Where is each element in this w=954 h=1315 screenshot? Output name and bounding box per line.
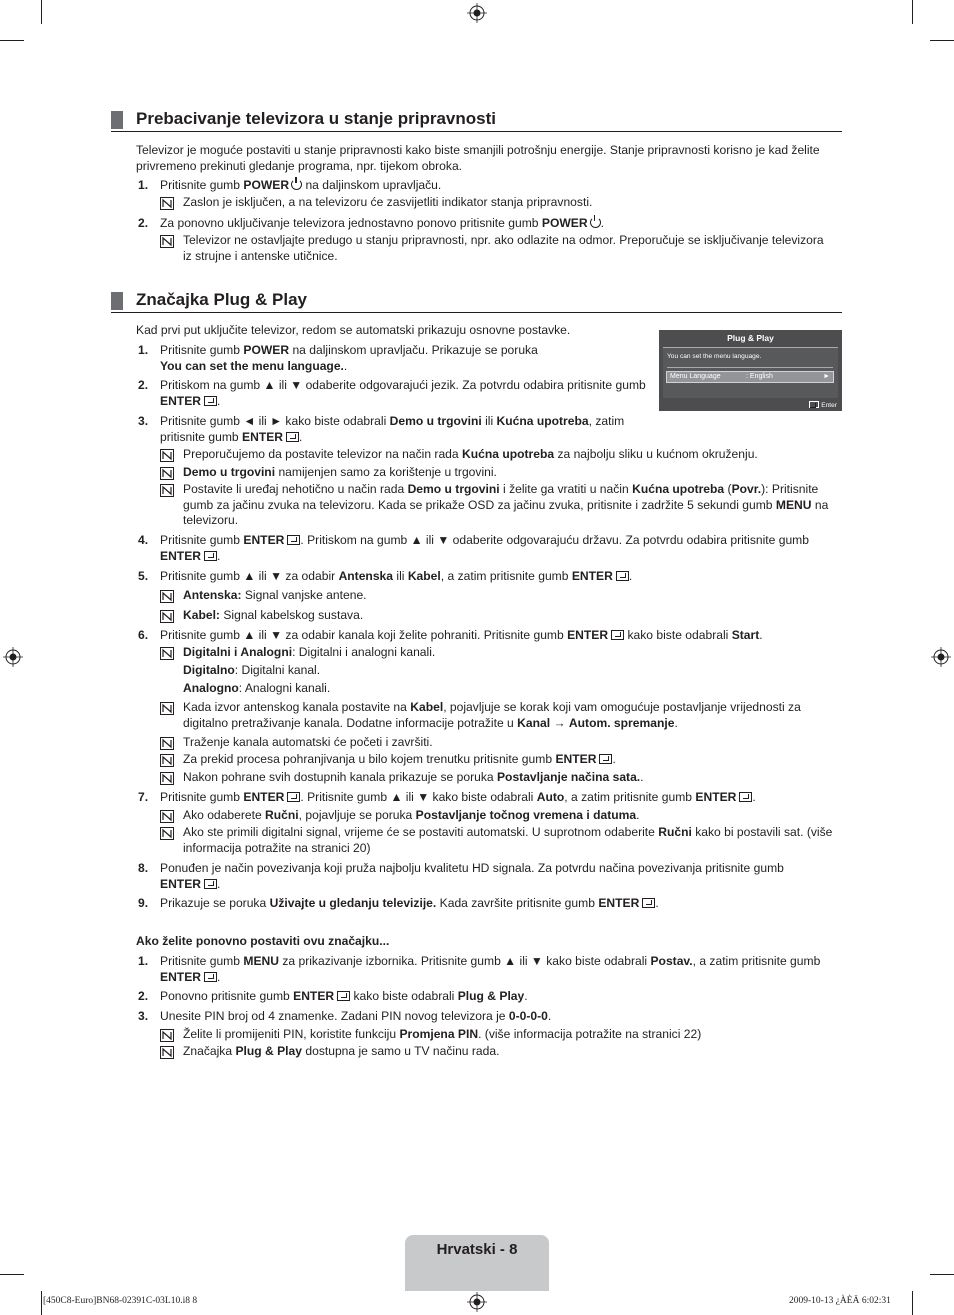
step-number: 8. (138, 861, 149, 875)
plug-note-6d: Za prekid procesa pohranjivanja u bilo kojem trenutku pritisnite gumb ENTER . (183, 752, 616, 766)
plug-note-6a-digital: Digitalno: Digitalni kanal. (183, 663, 321, 677)
standby-intro: Televizor je moguće postaviti u stanje pripravnosti kako biste smanjili potrošnju energije. Stanje pripravnosti korisno je kad želite privremeno prekinuti gledanje programa, npr. tijekom obroka. (136, 143, 820, 173)
step-number: 2. (138, 378, 149, 392)
enter-icon (204, 551, 217, 561)
registration-mark-icon (3, 647, 23, 667)
page-number-tab (405, 1235, 549, 1291)
osd-title: Plug & Play (727, 333, 774, 343)
plug-note-6b: Kada izvor antenskog kanala postavite na Kabel, pojavljuje se korak koji vam omogućuje postavljanje vrijednosti za digitalno pretraživanje kanala. Dodatne informacije potražite u Kanal → Autom. spremanje. (183, 700, 801, 730)
section-bar (111, 111, 123, 129)
note-icon (160, 754, 174, 767)
reset-step-3: Unesite PIN broj od 4 znamenke. Zadani PIN novog televizora je 0-0-0-0. (160, 1009, 552, 1023)
step-number: 3. (138, 1009, 149, 1023)
plug-step-8: Ponuđen je način povezivanja koji pruža najbolju kvalitetu HD signala. Za potvrdu načina povezivanja pritisnite gumb ENTER . (160, 861, 784, 891)
reset-note-1: Želite li promijeniti PIN, koristite funkciju Promjena PIN. (više informacija potražite na stranici 22) (183, 1027, 702, 1041)
note-icon (160, 467, 174, 480)
standby-note-1: Zaslon je isključen, a na televizoru će zasvijetliti indikator stanja pripravnosti. (183, 195, 593, 209)
enter-icon (616, 571, 629, 581)
osd-label: Menu Language (670, 373, 721, 380)
standby-step-1: Pritisnite gumb POWER na daljinskom upravljaču. (160, 178, 442, 192)
plug-step-6: Pritisnite gumb ▲ ili ▼ za odabir kanala koji želite pohraniti. Pritisnite gumb ENTER kako biste odabrali Start. (160, 628, 763, 642)
power-icon (291, 179, 302, 190)
plug-note-3c: Postavite li uređaj nehotično u način rada Demo u trgovini i želite ga vratiti u način Kućna upotreba (Povr.): Pritisnite gumb za jačinu zvuka na televizoru. Kada se prikaže OSD za jačinu zvuka, pritisnite i zadržite 5 sekundi gumb MENU na televizoru. (183, 482, 829, 528)
crop-mark (41, 0, 42, 24)
note-icon (160, 1029, 174, 1042)
osd-message: You can set the menu language. (667, 353, 762, 360)
step-number: 1. (138, 178, 149, 192)
reset-heading: Ako želite ponovno postaviti ovu značajku... (136, 934, 390, 948)
note-icon (160, 810, 174, 823)
note-icon (160, 737, 174, 750)
plug-note-7b: Ako ste primili digitalni signal, vrijeme će se postaviti automatski. U suprotnom odaberite Ručni kako bi postavili sat. (više informacija potražite na stranici 20) (183, 825, 833, 855)
footer-slug-left: [450C8-Euro]BN68-02391C-03L10.i8 8 (43, 1296, 198, 1306)
plug-step-7: Pritisnite gumb ENTER . Pritisnite gumb ▲ ili ▼ kako biste odabrali Auto, a zatim pritisnite gumb ENTER . (160, 790, 756, 804)
note-icon (160, 827, 174, 840)
osd-footer: Enter (806, 401, 837, 409)
crop-mark (930, 40, 954, 41)
step-number: 2. (138, 989, 149, 1003)
plug-step-1: Pritisnite gumb POWER na daljinskom upravljaču. Prikazuje se poruka You can set the menu language.. (160, 343, 538, 373)
crop-mark (0, 40, 24, 41)
registration-mark-icon (467, 3, 487, 23)
plug-step-3: Pritisnite gumb ◄ ili ► kako biste odabrali Demo u trgovini ili Kućna upotreba, zatim pritisnite gumb ENTER . (160, 414, 625, 444)
plug-note-5a: Antenska: Signal vanjske antene. (183, 588, 367, 602)
step-number: 5. (138, 569, 149, 583)
note-icon (160, 590, 174, 603)
section-title: Značajka Plug & Play (136, 290, 308, 309)
enter-icon (739, 792, 752, 802)
plug-note-6a: Digitalni i Analogni: Digitalni i analogni kanali. (183, 645, 436, 659)
enter-icon (204, 972, 217, 982)
note-icon (160, 1046, 174, 1059)
enter-icon (287, 535, 300, 545)
plug-step-9: Prikazuje se poruka Uživajte u gledanju televizije. Kada završite pritisnite gumb ENTER . (160, 896, 659, 910)
step-number: 7. (138, 790, 149, 804)
plug-note-6c: Traženje kanala automatski će početi i završiti. (183, 735, 433, 749)
note-icon (160, 197, 174, 210)
step-number: 9. (138, 896, 149, 910)
crop-mark (930, 1274, 954, 1275)
note-icon (160, 702, 174, 715)
section-title: Prebacivanje televizora u stanje pripravnosti (136, 109, 496, 128)
registration-mark-icon (931, 647, 951, 667)
standby-step-2: Za ponovno uključivanje televizora jednostavno ponovo pritisnite gumb POWER . (160, 216, 604, 230)
enter-icon (287, 792, 300, 802)
crop-mark (41, 1291, 42, 1315)
step-number: 4. (138, 533, 149, 547)
reset-step-2: Ponovno pritisnite gumb ENTER kako biste odabrali Plug & Play. (160, 989, 528, 1003)
plug-step-5: Pritisnite gumb ▲ ili ▼ za odabir Antenska ili Kabel, a zatim pritisnite gumb ENTER . (160, 569, 633, 583)
footer-slug-right: 2009-10-13 ¿ÀÈÄ 6:02:31 (789, 1296, 891, 1306)
plug-note-6e: Nakon pohrane svih dostupnih kanala prikazuje se poruka Postavljanje načina sata.. (183, 770, 644, 784)
enter-icon (286, 432, 299, 442)
enter-icon (642, 898, 655, 908)
note-icon (160, 647, 174, 660)
enter-icon (809, 401, 819, 408)
osd-menu-language-row (666, 371, 834, 383)
plug-note-6a-analog: Analogno: Analogni kanali. (183, 681, 331, 695)
note-icon (160, 235, 174, 248)
osd-value: : English (746, 373, 773, 380)
note-icon (160, 610, 174, 623)
section-rule (111, 131, 842, 132)
enter-icon (611, 630, 624, 640)
plug-play-intro: Kad prvi put uključite televizor, redom se automatski prikazuju osnovne postavke. (136, 323, 571, 337)
enter-icon (337, 991, 350, 1001)
enter-icon (204, 879, 217, 889)
reset-note-2: Značajka Plug & Play dostupna je samo u TV načinu rada. (183, 1044, 500, 1058)
plug-step-2: Pritiskom na gumb ▲ ili ▼ odaberite odgovarajući jezik. Za potvrdu odabira pritisnite gumb ENTER . (160, 378, 646, 408)
step-number: 6. (138, 628, 149, 642)
enter-icon (204, 396, 217, 406)
standby-note-2: Televizor ne ostavljajte predugo u stanju pripravnosti, npr. ako odlazite na odmor. Preporučuje se isključivanje televizora iz strujne i antenske utičnice. (183, 233, 824, 263)
note-icon (160, 772, 174, 785)
reset-step-1: Pritisnite gumb MENU za prikazivanje izbornika. Pritisnite gumb ▲ ili ▼ kako biste odabrali Postav., a zatim pritisnite gumb ENTER . (160, 954, 821, 984)
osd-plug-play-screen (659, 330, 842, 411)
enter-icon (599, 754, 612, 764)
plug-step-4: Pritisnite gumb ENTER . Pritiskom na gumb ▲ ili ▼ odaberite odgovarajuću državu. Za potvrdu odabira pritisnite gumb ENTER . (160, 533, 809, 563)
section-rule (111, 312, 842, 313)
osd-divider (667, 367, 833, 368)
osd-body (663, 347, 838, 398)
crop-mark (0, 1274, 24, 1275)
note-icon (160, 449, 174, 462)
step-number: 1. (138, 343, 149, 357)
step-number: 2. (138, 216, 149, 230)
registration-mark-icon (467, 1292, 487, 1312)
crop-mark (912, 0, 913, 24)
plug-note-7a: Ako odaberete Ručni, pojavljuje se poruka Postavljanje točnog vremena i datuma. (183, 808, 640, 822)
plug-note-3b: Demo u trgovini namijenjen samo za korištenje u trgovini. (183, 465, 497, 479)
crop-mark (912, 1291, 913, 1315)
plug-note-3a: Preporučujemo da postavite televizor na način rada Kućna upotreba za najbolju sliku u kućnom okruženju. (183, 447, 758, 461)
step-number: 1. (138, 954, 149, 968)
osd-arrow-icon: ► (823, 373, 830, 380)
power-icon (590, 217, 601, 228)
plug-note-5b: Kabel: Signal kabelskog sustava. (183, 608, 364, 622)
note-icon (160, 484, 174, 497)
section-bar (111, 292, 123, 310)
page-number: Hrvatski - 8 (436, 1241, 518, 1258)
step-number: 3. (138, 414, 149, 428)
